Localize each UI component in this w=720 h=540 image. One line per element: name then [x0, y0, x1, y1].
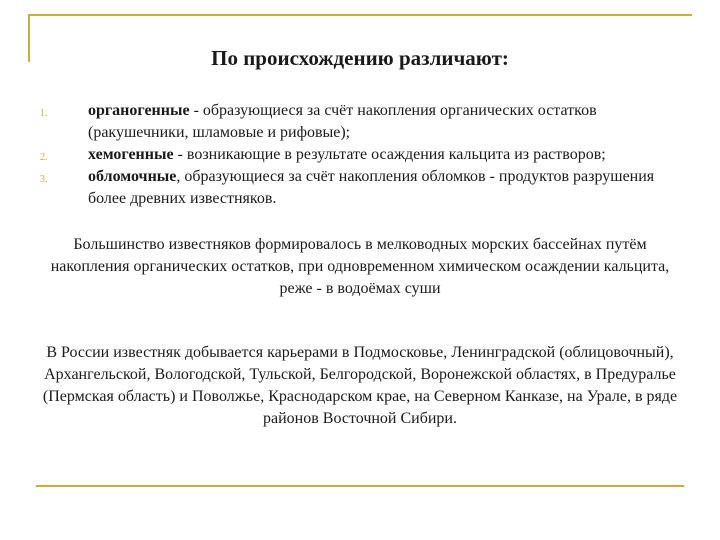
- list-text: - образующиеся за счёт накопления органических остатков (ракушечники, шламовые и рифовые);: [88, 102, 597, 141]
- list-text: , образующиеся за счёт накопления обломков - продуктов разрушения более древних известняков.: [88, 168, 655, 207]
- list-term: хемогенные: [88, 146, 174, 163]
- slide-title: По происхождению различают:: [211, 46, 509, 70]
- list-item: [40, 100, 680, 144]
- frame-bottom-line: [36, 485, 684, 487]
- list-number: 1.: [40, 108, 48, 119]
- list-item: [40, 144, 680, 166]
- paragraph-russia: В России известняк добывается карьерами в Подмосковье, Ленинградской (облицовочный), Архангельской, Вологодской, Тульской, Белгородской, Воронежской областях, в Предуралье (Пермская область) и Поволжье, Краснодарском крае, на Северном Канказе, на Урале, в ряде районов Восточной Сибири.: [42, 344, 678, 427]
- paragraph-formation: Большинство известняков формировалось в мелководных морских бассейнах путём накопления органических остатков, при одновременном химическом осаждении кальцита, реже - в водоёмах суши: [50, 236, 670, 297]
- list-term: органогенные: [88, 102, 190, 119]
- list-item: [40, 166, 680, 210]
- list-number: 3.: [40, 174, 48, 185]
- list-text: - возникающие в результате осаждения кальцита из растворов;: [173, 146, 606, 163]
- list-number: 2.: [40, 152, 48, 163]
- frame-top-line: [28, 14, 692, 16]
- origin-list: [40, 100, 680, 210]
- list-term: обломочные: [88, 168, 177, 185]
